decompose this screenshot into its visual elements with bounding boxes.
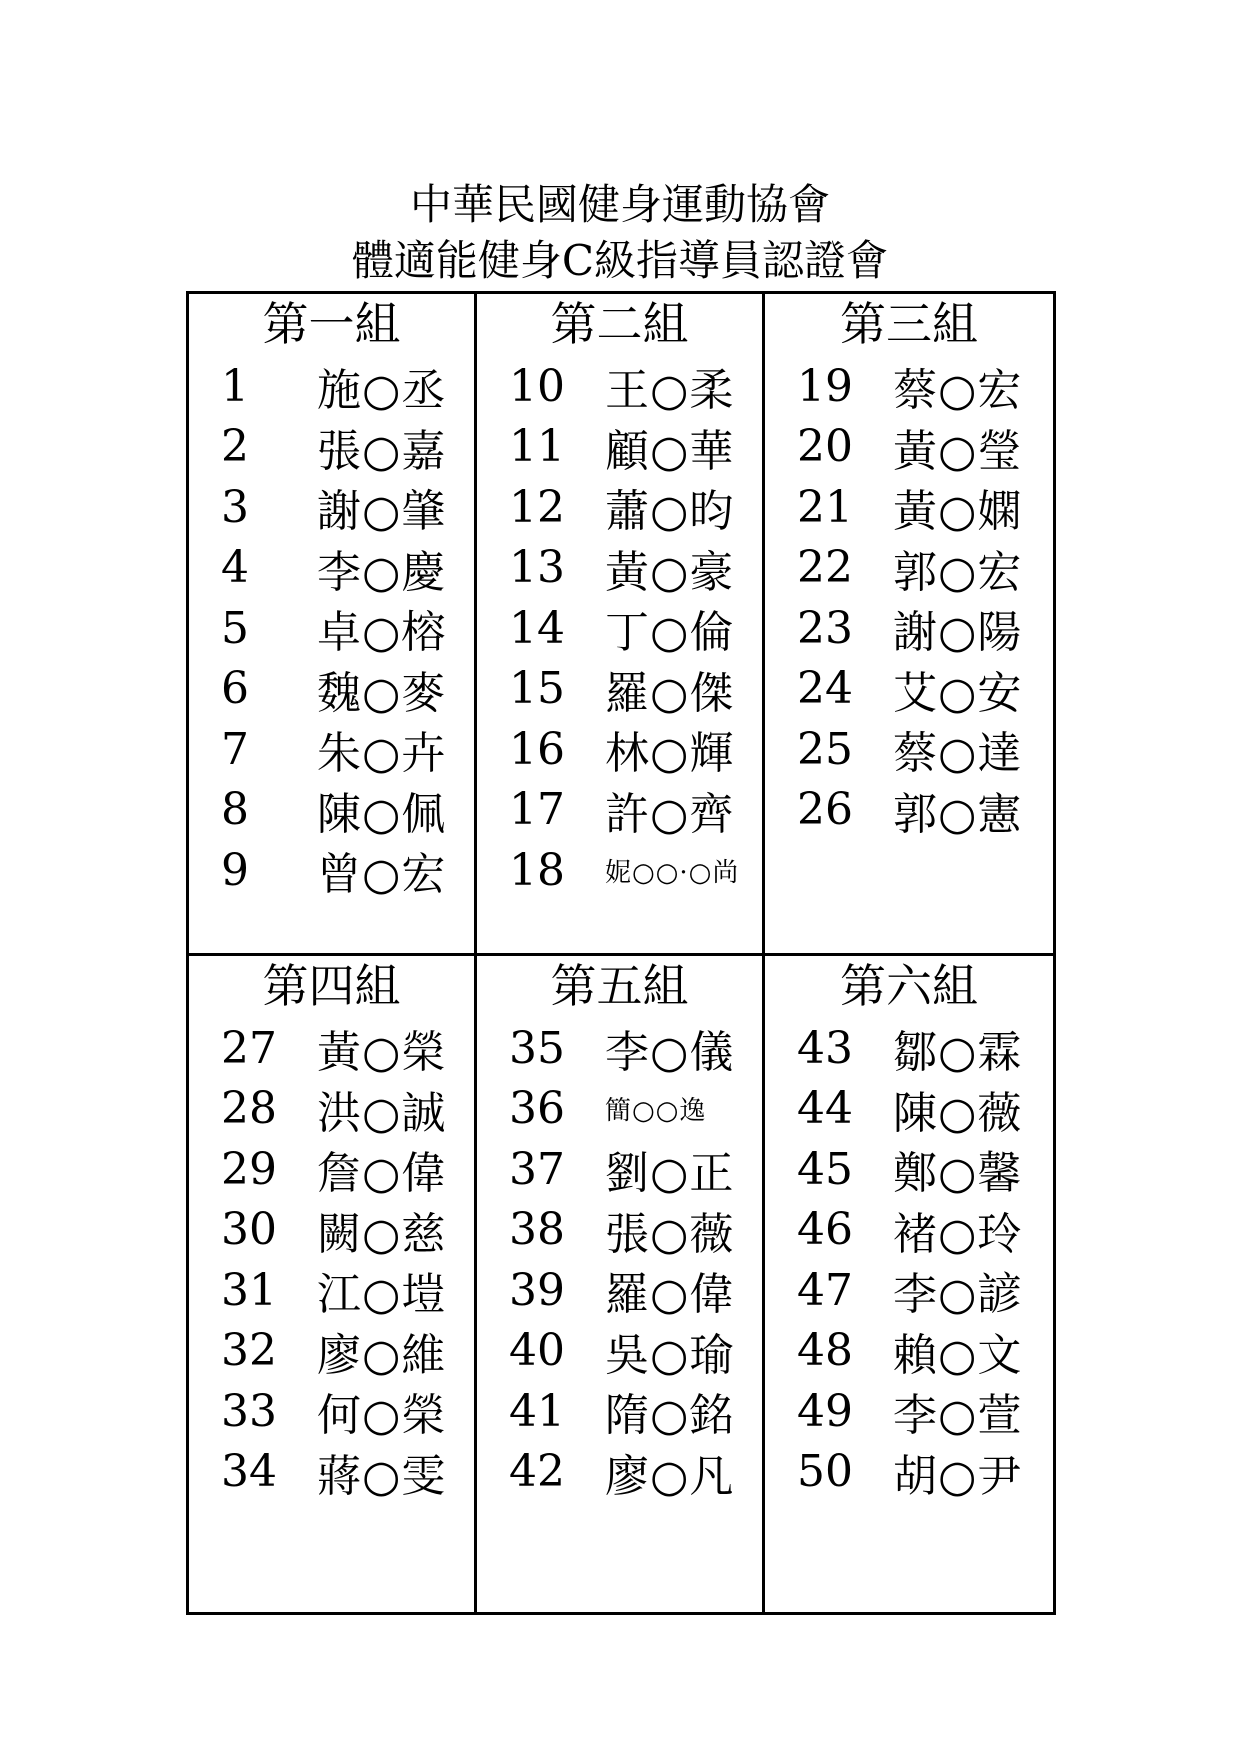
member-row — [189, 1200, 474, 1261]
member-number: 30 — [221, 1204, 277, 1256]
member-row — [765, 1079, 1053, 1140]
member-row — [765, 356, 1053, 417]
member-row — [765, 719, 1053, 780]
member-number: 21 — [797, 481, 853, 533]
member-row — [477, 1260, 762, 1321]
member-row — [477, 659, 762, 720]
member-name: 張○嘉 — [317, 425, 447, 477]
member-number: 39 — [509, 1264, 565, 1316]
member-name: 黃○豪 — [605, 546, 735, 598]
member-name: 胡○尹 — [893, 1450, 1023, 1502]
member-name: 李○諺 — [893, 1269, 1023, 1321]
member-number: 27 — [221, 1022, 277, 1074]
group-cell — [189, 294, 477, 956]
member-row — [765, 1260, 1053, 1321]
group-title: 第一組 — [262, 297, 401, 351]
member-number: 3 — [221, 481, 249, 533]
group-cell — [189, 956, 477, 1612]
member-name: 蕭○昀 — [605, 486, 735, 538]
member-name: 曾○宏 — [317, 849, 447, 901]
member-number: 14 — [509, 602, 565, 654]
member-number: 12 — [509, 481, 565, 533]
member-list — [189, 1018, 474, 1502]
member-number: 5 — [221, 602, 249, 654]
member-row — [477, 598, 762, 659]
member-number: 16 — [509, 723, 565, 775]
member-number: 17 — [509, 784, 565, 836]
member-row — [765, 1442, 1053, 1503]
member-name: 廖○維 — [317, 1329, 447, 1381]
member-name: 鄭○馨 — [893, 1148, 1023, 1200]
member-name: 劉○正 — [605, 1148, 735, 1200]
member-number: 43 — [797, 1022, 853, 1074]
member-list — [765, 356, 1053, 840]
member-row — [189, 659, 474, 720]
member-name: 丁○倫 — [605, 607, 735, 659]
member-row — [477, 356, 762, 417]
member-row — [477, 1079, 762, 1140]
member-number: 9 — [221, 844, 249, 896]
member-number: 2 — [221, 421, 249, 473]
member-name: 李○儀 — [605, 1027, 735, 1079]
member-number: 31 — [221, 1264, 277, 1316]
member-name: 顧○華 — [605, 425, 735, 477]
member-row — [765, 1381, 1053, 1442]
member-number: 25 — [797, 723, 853, 775]
member-name: 黃○榮 — [317, 1027, 447, 1079]
member-name: 詹○偉 — [317, 1148, 447, 1200]
member-row — [765, 1321, 1053, 1382]
member-name: 郭○宏 — [893, 546, 1023, 598]
member-number: 4 — [221, 542, 249, 594]
member-name: 卓○榕 — [317, 607, 447, 659]
member-name: 謝○肇 — [317, 486, 447, 538]
member-row — [477, 1381, 762, 1442]
member-number: 1 — [221, 360, 249, 412]
member-name: 魏○麥 — [317, 667, 447, 719]
member-name: 郭○憲 — [893, 788, 1023, 840]
member-row — [477, 840, 762, 901]
member-list — [765, 1018, 1053, 1502]
member-row — [189, 1260, 474, 1321]
document-title: 中華民國健身運動協會 — [409, 180, 830, 229]
group-title: 第六組 — [840, 959, 978, 1013]
member-row — [477, 417, 762, 478]
member-name: 王○柔 — [605, 365, 735, 417]
member-row — [477, 719, 762, 780]
member-number: 13 — [509, 542, 565, 594]
member-row — [477, 1321, 762, 1382]
member-name: 蔡○宏 — [893, 365, 1023, 417]
document-subtitle: 體適能健身C級指導員認證會 — [351, 236, 889, 285]
member-row — [477, 780, 762, 841]
member-name: 洪○誠 — [317, 1087, 447, 1139]
member-row — [189, 1139, 474, 1200]
member-name: 羅○偉 — [605, 1269, 735, 1321]
group-cell — [765, 294, 1053, 956]
member-row — [765, 1139, 1053, 1200]
member-number: 37 — [509, 1143, 565, 1195]
member-row — [477, 1442, 762, 1503]
member-number: 46 — [797, 1204, 853, 1256]
member-row — [189, 598, 474, 659]
member-name: 謝○陽 — [893, 607, 1023, 659]
member-row — [477, 477, 762, 538]
member-number: 24 — [797, 663, 853, 715]
member-number: 29 — [221, 1143, 277, 1195]
member-name: 艾○安 — [893, 667, 1023, 719]
member-name: 陳○佩 — [317, 788, 447, 840]
member-number: 19 — [797, 360, 853, 412]
member-row — [189, 1381, 474, 1442]
group-title: 第二組 — [550, 297, 689, 351]
member-number: 38 — [509, 1204, 565, 1256]
member-row — [189, 356, 474, 417]
member-row — [765, 598, 1053, 659]
member-number: 40 — [509, 1325, 565, 1377]
group-cell — [477, 956, 765, 1612]
member-number: 10 — [509, 360, 565, 412]
member-row — [765, 780, 1053, 841]
member-number: 34 — [221, 1446, 277, 1498]
member-row — [477, 538, 762, 599]
member-name: 賴○文 — [893, 1329, 1023, 1381]
member-name: 蔡○達 — [893, 728, 1023, 780]
member-list — [477, 356, 762, 901]
member-row — [189, 840, 474, 901]
group-title: 第五組 — [550, 959, 689, 1013]
member-name: 朱○卉 — [317, 728, 447, 780]
member-number: 22 — [797, 542, 853, 594]
member-number: 15 — [509, 663, 565, 715]
member-name: 簡○○逸 — [605, 1096, 707, 1127]
group-title: 第三組 — [840, 297, 978, 351]
group-title: 第四組 — [262, 959, 401, 1013]
member-name: 蔣○雯 — [317, 1450, 447, 1502]
member-name: 妮○○·○尚 — [605, 857, 740, 888]
member-name: 張○薇 — [605, 1208, 735, 1260]
member-name: 黃○瑩 — [893, 425, 1023, 477]
member-number: 7 — [221, 723, 249, 775]
member-name: 鄒○霖 — [893, 1027, 1023, 1079]
member-number: 44 — [797, 1083, 853, 1135]
member-number: 32 — [221, 1325, 277, 1377]
member-name: 李○慶 — [317, 546, 447, 598]
member-name: 陳○薇 — [893, 1087, 1023, 1139]
member-number: 50 — [797, 1446, 853, 1498]
member-row — [765, 1200, 1053, 1261]
member-number: 47 — [797, 1264, 853, 1316]
member-row — [189, 1079, 474, 1140]
member-row — [189, 417, 474, 478]
member-row — [477, 1018, 762, 1079]
member-row — [765, 1018, 1053, 1079]
member-number: 6 — [221, 663, 249, 715]
member-name: 許○齊 — [605, 788, 735, 840]
member-name: 羅○傑 — [605, 667, 735, 719]
member-name: 褚○玲 — [893, 1208, 1023, 1260]
member-name: 黃○嫻 — [893, 486, 1023, 538]
group-cell — [477, 294, 765, 956]
member-name: 何○榮 — [317, 1390, 447, 1442]
member-number: 49 — [797, 1385, 853, 1437]
member-row — [189, 1442, 474, 1503]
member-number: 45 — [797, 1143, 853, 1195]
member-number: 23 — [797, 602, 853, 654]
member-row — [189, 538, 474, 599]
member-row — [765, 417, 1053, 478]
group-cell — [765, 956, 1053, 1612]
member-row — [477, 1200, 762, 1261]
member-row — [189, 780, 474, 841]
member-name: 施○丞 — [317, 365, 447, 417]
member-number: 42 — [509, 1446, 565, 1498]
member-name: 江○塏 — [317, 1269, 447, 1321]
member-row — [765, 538, 1053, 599]
member-list — [477, 1018, 762, 1502]
member-number: 36 — [509, 1083, 565, 1135]
member-number: 35 — [509, 1022, 565, 1074]
member-number: 33 — [221, 1385, 277, 1437]
member-name: 李○萱 — [893, 1390, 1023, 1442]
member-name: 吳○瑜 — [605, 1329, 735, 1381]
group-table — [186, 291, 1056, 1615]
member-number: 8 — [221, 784, 249, 836]
member-number: 41 — [509, 1385, 565, 1437]
member-row — [189, 1018, 474, 1079]
member-number: 11 — [509, 421, 565, 473]
member-row — [765, 659, 1053, 720]
member-name: 隋○銘 — [605, 1390, 735, 1442]
member-number: 48 — [797, 1325, 853, 1377]
member-list — [189, 356, 474, 901]
member-name: 廖○凡 — [605, 1450, 735, 1502]
member-number: 20 — [797, 421, 853, 473]
member-row — [477, 1139, 762, 1200]
member-name: 闕○慈 — [317, 1208, 447, 1260]
member-row — [189, 1321, 474, 1382]
member-row — [765, 477, 1053, 538]
member-number: 28 — [221, 1083, 277, 1135]
member-row — [189, 477, 474, 538]
member-row — [189, 719, 474, 780]
member-number: 18 — [509, 844, 565, 896]
member-number: 26 — [797, 784, 853, 836]
member-name: 林○輝 — [605, 728, 735, 780]
